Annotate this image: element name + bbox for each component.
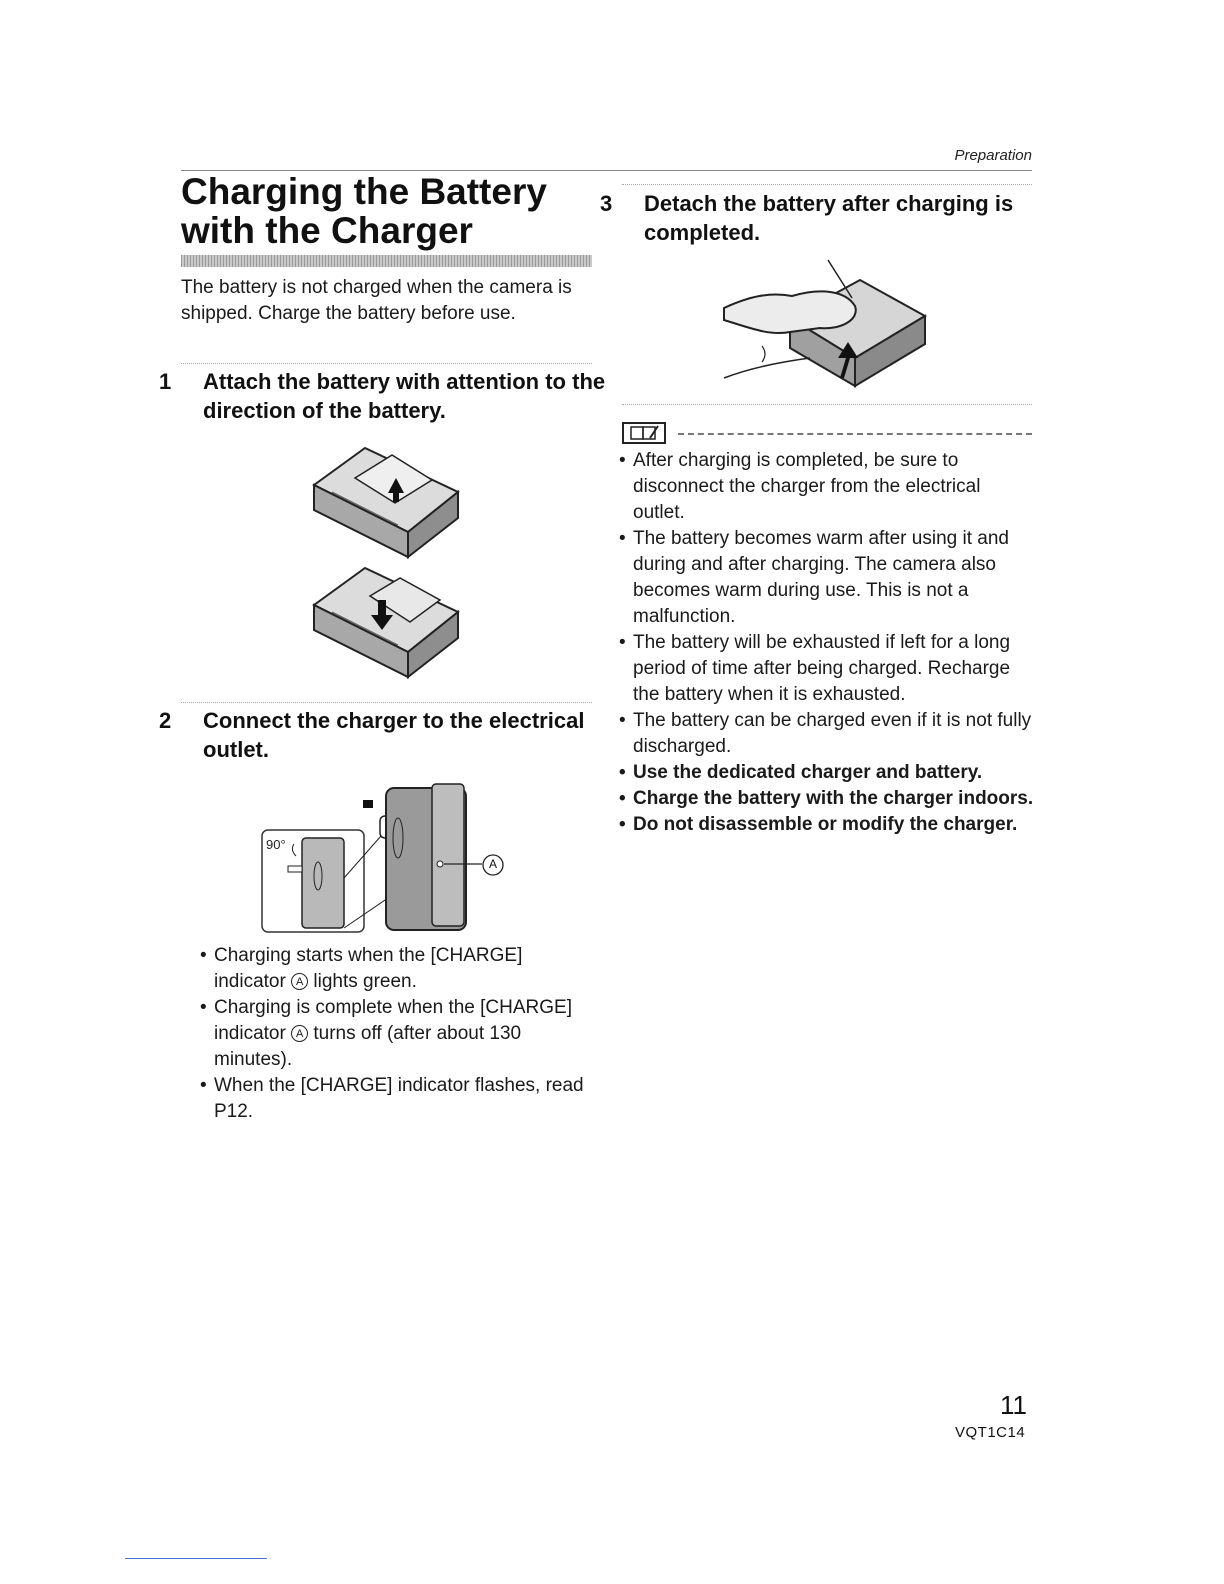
intro-paragraph: The battery is not charged when the camera is shipped. Charge the battery before use. [181,277,572,324]
list-item: • Use the dedicated charger and battery. [619,760,1034,786]
charger-top-illustration [314,448,458,557]
charger-bottom-illustration [314,568,458,677]
divider [181,363,592,364]
list-item: • After charging is completed, be sure to disconnect the charger from the electrical outlet. [619,448,1034,526]
step-3-text: Detach the battery after charging is completed. [644,191,1014,245]
footer-line [125,1558,267,1559]
list-item: • The battery can be charged even if it is not fully discharged. [619,708,1034,760]
step-2-text: Connect the charger to the electrical outlet. [203,708,585,762]
list-item: • Charge the battery with the charger indoors. [619,786,1034,812]
document-code: VQT1C14 [955,1424,1026,1441]
callout-a-mark: A [291,1025,308,1042]
note-icon [622,422,666,444]
divider [181,702,592,703]
battery-attach-illustration [300,440,470,690]
outlet-illustration [258,778,518,938]
step-2-number: 2 [159,708,172,733]
battery-detach-illustration [720,258,930,403]
charge-indicator-light [437,861,443,867]
hand-icon [724,291,856,333]
step-3 [600,189,1056,247]
step-1-number: 1 [159,369,172,394]
title-underline-bar [181,255,592,267]
notes-dashed-rule [678,433,1032,435]
list-item: • When the [CHARGE] indicator flashes, read P12. [200,1073,595,1125]
list-item: • Charging starts when the [CHARGE] indicator A lights green. [200,943,595,995]
page-number: 11 [1000,1390,1027,1420]
step-2-bullets [200,943,595,1125]
section-label: Preparation [954,147,1032,164]
divider [622,184,1032,185]
page-title [181,172,601,250]
step-1 [159,367,623,425]
callout-a-label: A [488,857,497,871]
divider [622,404,1032,405]
list-item: • The battery becomes warm after using it and during and after charging. The camera also becomes warm during use. This is not a malfunction. [619,526,1034,630]
list-item: • The battery will be exhausted if left for a long period of time after being charged. Recharge the battery when it is exhausted. [619,630,1034,708]
list-item: • Charging is complete when the [CHARGE] indicator A turns off (after about 130 minutes). [200,995,595,1073]
page-title-line-1: Charging the Battery [181,171,547,212]
step-1-text: Attach the battery with attention to the direction of the battery. [203,369,606,423]
step-3-number: 3 [600,191,613,216]
notes-list [619,448,1034,838]
step-2 [159,706,623,764]
page-title-line-2: with the Charger [181,210,473,251]
callout-a-mark: A [291,973,308,990]
angle-label: 90° [266,837,286,852]
list-item: • Do not disassemble or modify the charger. [619,812,1034,838]
arrow-left-icon [353,798,373,808]
